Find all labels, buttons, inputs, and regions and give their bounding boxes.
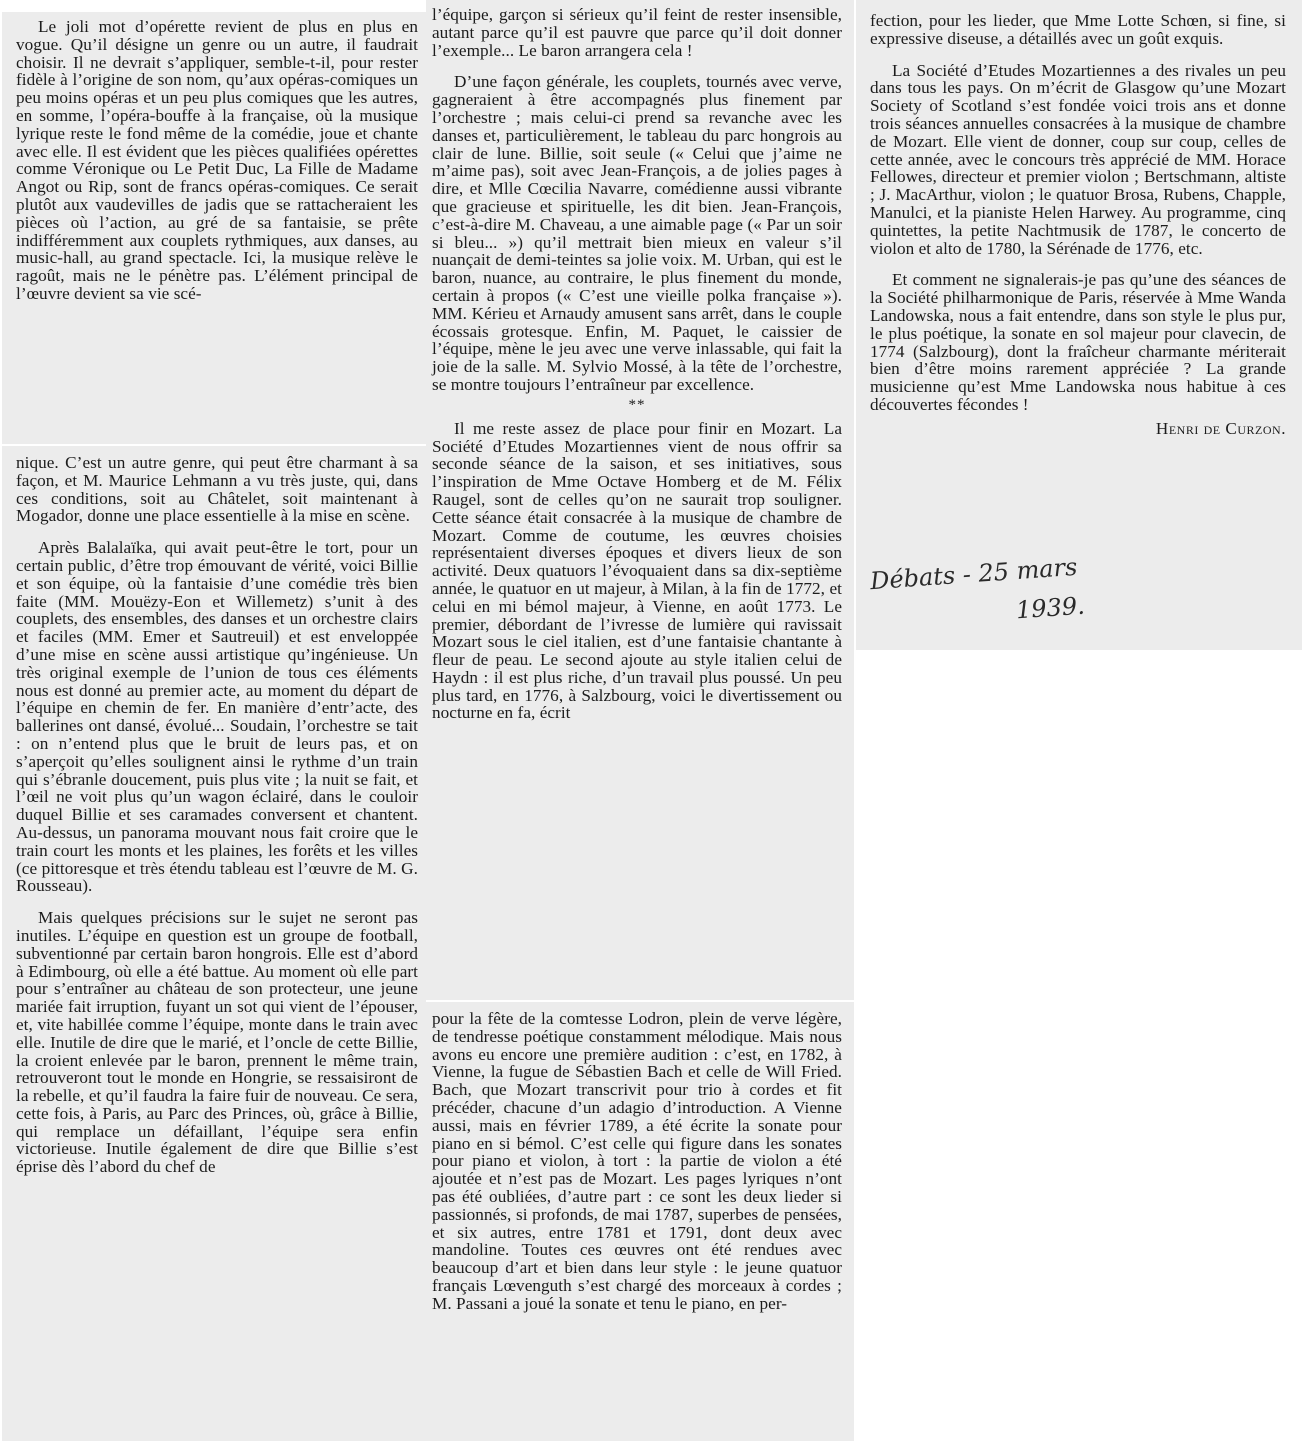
paragraph: nique. C’est un autre genre, qui peut être charmant à sa façon, et M. Maurice Lehmann a vu très juste, qui, dans ces conditions, soit au Châtelet, soit maintenant à Mogador, donne une place essentielle à la mise en scène.	[16, 453, 418, 526]
column-2-bottom	[432, 1010, 842, 1313]
clipping-col2-bottom	[426, 1002, 854, 1441]
column-1-top	[16, 18, 418, 303]
handwritten-date-note	[869, 553, 1078, 595]
paragraph: Mais quelques précisions sur le sujet ne seront pas inutiles. L’équipe en question est un groupe de football, subventionné par certain baron hongrois. Elle est d’abord à Edimbourg, où elle a été battue. Au moment où elle part pour s’entraîner au château de son protecteur, une jeune mariée fait irruption, fuyant un sot qui vient de l’épouser, et, vite habillée comme l’équipe, monte dans le train avec elle. Inutile de dire que le marié, et l’oncle de cette Billie, la croient enlevée par le baron, prennent le même train, retrouveront tout le monde en Hongrie, se ressaisiront de la rebelle, et qu’il faudra la faire fuir de nouveau. Ce sera, cette fois, à Paris, au Parc des Princes, où, grâce à Billie, qui remplace un défaillant, l’équipe sera enfin victorieuse. Inutile également de dire que Billie s’est éprise dès l’abord du chef de	[16, 908, 418, 1177]
handwritten-year-note	[1015, 592, 1086, 625]
paragraph: Il me reste assez de place pour finir en Mozart. La Société d’Etudes Mozartiennes vient de nous offrir sa seconde séance de la saison, et ses initiatives, sous l’inspiration de Mme Octave Homberg et de M. Félix Raugel, sont de celles qu’on ne saurait trop souligner. Cette séance était consacrée à la musique de chambre de Mozart. Comme de coutume, les œuvres choisies représentaient diverses époques et divers lieux de son activité. Deux quatuors l’évoquaient dans sa dix-septième année, le quatuor en ut majeur, à Milan, à la fin de 1772, et celui en mi bémol majeur, à Vienne, en août 1773. Le premier, débordant de l’ivresse de lumière qui ravissait Mozart sous le ciel italien, est d’une fantaisie chantante à fleur de peau. Le second ajoute au style italien celui de Haydn : il est plus riche, d’un travail plus poussé. Un peu plus tard, en 1776, à Salzbourg, voici le divertissement ou nocturne en fa, écrit	[432, 418, 842, 723]
clipping-col1-bottom	[2, 446, 426, 1441]
paragraph: Le joli mot d’opérette revient de plus en plus en vogue. Qu’il désigne un genre ou un autre, il faudrait choisir. Il ne devrait s’appliquer, semble-t-il, pour rester fidèle à l’origine de son nom, qu’aux opéras-comiques un peu moins opéras et un peu plus comiques que les autres, en somme, l’opéra-bouffe à la française, où la musique lyrique reste le fond même de la comédie, joue et chante avec elle. Il est évident que les pièces qualifiées opérettes comme Véronique ou Le Petit Duc, La Fille de Madame Angot ou Rip, sont de francs opéras-comiques. Ce serait plutôt aux vaudevilles de jadis que se rattacheraient les pièces où l’action, au gré de sa fantaisie, se prête indifféremment aux couplets rythmiques, aux danses, au music-hall, au grand spectacle. Ici, la musique relève le ragoût, mais ne le pénètre pas. L’élément principal de l’œuvre devient sa vie scé-	[16, 17, 418, 303]
paragraph: Et comment ne signalerais-je pas qu’une des séances de la Société philharmonique de Paris, réservée à Mme Wanda Landowska, nous a fait entendre, dans son style le plus pur, le plus poétique, la sonate en sol majeur pour clavecin, de 1774 (Salzbourg), dont la fraîcheur charmante mériterait bien d’être moins rarement appréciée ? La grande musicienne qu’est Mme Landowska nous habitue à ces découvertes fécondes !	[870, 270, 1286, 414]
paragraph: D’une façon générale, les couplets, tournés avec verve, gagneraient à être accompagnés plus finement par l’orchestre ; mais celui-ci prend sa revanche avec les danses et, particulièrement, le tableau du parc hongrois au clair de lune. Billie, soit seule (« Celui que j’aime ne m’aime pas), soit avec Jean-François, a de jolies pages à dire, et Mlle Cœcilia Navarre, comédienne aussi vibrante que gracieuse et spirituelle, les dit bien. Jean-François, c’est-à-dire M. Chaveau, a une aimable page (« Par un soir si bleu... ») qu’il mettrait bien mieux en valeur s’il nuançait de demi-teintes sa jolie voix. M. Urban, qui est le baron, nuance, au contraire, le plus finement du monde, certain à propos (« C’est une vieille polka française »). MM. Kérieu et Arnaudy amusent sans arrêt, dans le couple écossais grotesque. Enfin, M. Paquet, le caissier de l’équipe, mène le jeu avec une verve inlassable, qui fait la joie de la salle. M. Sylvio Mossé, à la tête de l’orchestre, se montre toujours l’entraîneur par excellence.	[432, 72, 842, 394]
paragraph: Après Balalaïka, qui avait peut-être le tort, pour un certain public, d’être trop émouvant de vérité, voici Billie et son équipe, où la fantaisie d’une comédie très bien faite (MM. Mouëzy-Eon et Willemetz) s’unit à des couplets, des ensembles, des danses et un orchestre clairs et faciles (MM. Emer et Sautreuil) et est enveloppée d’une mise en scène aussi artistique qu’ingénieuse. Un très original exemple de l’union de tous ces éléments nous est donné au premier acte, au moment du départ de l’équipe en chemin de fer. En manière d’entr’acte, des ballerines ont dansé, évolué... Soudain, l’orchestre se tait : on n’entend plus que le bruit de leurs pas, et on s’aperçoit qu’elles soulignent ainsi le rythme d’un train qui s’ébranle doucement, puis plus vite ; la nuit se fait, et l’œil ne voit plus qu’un wagon éclairé, dans le couloir duquel Billie et ses caramades conversent et chantent. Au-dessus, un panorama mouvant nous fait croire que le train court les monts et les plaines, les forêts et les villes (ce pittoresque et très étendu tableau est l’œuvre de M. G. Rousseau).	[16, 538, 418, 896]
section-separator: **	[628, 396, 646, 413]
column-3	[870, 12, 1286, 438]
paragraph: fection, pour les lieder, que Mme Lotte Schœn, si fine, si expressive diseuse, a détaillés avec un goût exquis.	[870, 11, 1286, 48]
column-1-bottom	[16, 454, 418, 1176]
column-2-top	[432, 6, 842, 722]
paragraph: l’équipe, garçon si sérieux qu’il feint de rester insensible, autant parce qu’il est pauvre que parce qu’il doit donner l’exemple... Le baron arrangera cela !	[432, 5, 842, 60]
clipping-col3	[856, 0, 1302, 650]
author-signature: Henri de Curzon.	[1155, 418, 1286, 438]
clipping-col1-top	[2, 12, 426, 444]
clipping-col2-top	[426, 0, 854, 1000]
handwritten-source: Débats - 25 mars	[869, 552, 1079, 596]
paragraph: La Société d’Etudes Mozartiennes a des rivales un peu dans tous les pays. On m’écrit de Glasgow qu’une Mozart Society of Scotland s’est fondée voici trois ans et donne trois séances annuelles consacrées à la musique de chambre de Mozart. Elle vient de donner, coup sur coup, celles de cette année, avec le concours très apprécié de MM. Horace Fellowes, directeur et premier violon ; Bertschmann, altiste ; J. MacArthur, violon ; le quatuor Brosa, Rubens, Chapple, Manulci, et la pianiste Helen Harwey. Au programme, cinq quintettes, la petite Nachtmusik de 1787, le concerto de violon et alto de 1780, la Sérénade de 1776, etc.	[870, 60, 1286, 258]
handwritten-year: 1939.	[1015, 591, 1086, 625]
paragraph: pour la fête de la comtesse Lodron, plein de verve légère, de tendresse poétique constamment mélodique. Mais nous avons eu encore une première audition : c’est, en 1782, à Vienne, la fugue de Sébastien Bach et celle de Will Fried. Bach, que Mozart transcrivit pour trio à cordes et fit précéder, chacune d’un adagio d’introduction. A Vienne aussi, mais en février 1789, a été écrite la sonate pour piano en si bémol. C’est celle qui figure dans les sonates pour piano et violon, à tort : la partie de violon a été ajoutée et n’est pas de Mozart. Les pages lyriques n’ont pas été oubliées, d’autre part : ce sont les deux lieder si passionnés, si profonds, de mai 1787, superbes de pensées, et six autres, entre 1781 et 1791, dont deux avec mandoline. Toutes ces œuvres ont été rendues avec beaucoup d’art et bien dans leur style : le jeune quatuor français Lœvenguth s’est chargé des morceaux à cordes ; M. Passani a joué la sonate et tenu le piano, en per-	[432, 1009, 842, 1313]
